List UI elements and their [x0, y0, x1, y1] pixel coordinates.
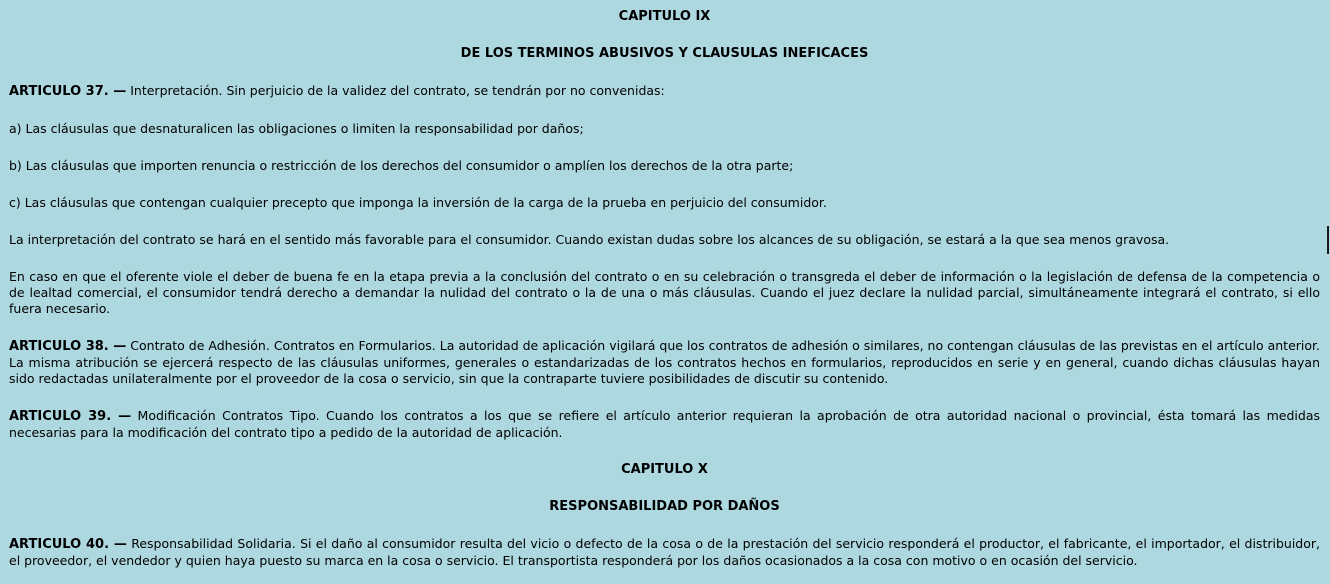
- article-37-good-faith: En caso en que el oferente viole el deber de buena fe en la etapa previa a la conclusión del contrato o en su celebración o transgreda el deber de información o la legislación de defensa de la competencia o de lealtad comercial, el consumidor tendrá derecho a demandar la nulidad del contrato o la de una o más cláusulas. Cuando el juez declare la nulidad parcial, simultáneamente integrará el contrato, si ello fuera necesario.: [9, 269, 1320, 316]
- article-39-label: ARTICULO 39. —: [9, 409, 132, 424]
- article-37-intro: [9, 83, 1320, 100]
- article-38: [9, 338, 1320, 387]
- article-39: [9, 408, 1320, 441]
- article-37-interpretation: La interpretación del contrato se hará en el sentido más favorable para el consumidor. Cuando existan dudas sobre los alcances de su obligación, se estará a la que sea menos gravosa.: [9, 232, 1170, 247]
- article-40-text: Responsabilidad Solidaria. Si el daño al consumidor resulta del vicio o defecto de la cosa o de la prestación del servicio responderá el productor, el fabricante, el importador, el distribuidor, el proveedor, el vendedor y quien haya puesto su marca en la cosa o servicio. El transportista responderá por los daños ocasionados a la cosa con motivo o en ocasión del servicio.: [9, 536, 1320, 568]
- chapter-9-subtitle: DE LOS TERMINOS ABUSIVOS Y CLAUSULAS INEFICACES: [460, 46, 869, 61]
- chapter-10-subtitle: RESPONSABILIDAD POR DAÑOS: [549, 499, 780, 514]
- article-37-item-a: a) Las cláusulas que desnaturalicen las obligaciones o limiten la responsabilidad por daños;: [9, 121, 584, 136]
- article-37-item-c: c) Las cláusulas que contengan cualquier precepto que imponga la inversión de la carga de la prueba en perjuicio del consumidor.: [9, 195, 827, 210]
- article-40: [9, 536, 1320, 569]
- chapter-10-title: CAPITULO X: [621, 462, 708, 477]
- chapter-9-title: CAPITULO IX: [618, 9, 711, 24]
- scrollbar-thumb[interactable]: [1327, 226, 1329, 254]
- article-37-item-b: b) Las cláusulas que importen renuncia o restricción de los derechos del consumidor o amplíen los derechos de la otra parte;: [9, 158, 794, 173]
- article-38-label: ARTICULO 38. —: [9, 339, 127, 354]
- document-body: [9, 0, 1320, 569]
- article-37-label: ARTICULO 37. —: [9, 84, 127, 99]
- article-38-text: Contrato de Adhesión. Contratos en Formularios. La autoridad de aplicación vigilará que los contratos de adhesión o similares, no contengan cláusulas de las previstas en el artículo anterior. La misma atribución se ejercerá respecto de las cláusulas uniformes, generales o estandarizadas de los contratos hechos en formularios, reproducidos en serie y en general, cuando dichas cláusulas hayan sido redactadas unilateralmente por el proveedor de la cosa o servicio, sin que la contraparte tuviere posibilidades de discutir su contenido.: [9, 338, 1320, 386]
- article-37-text: Interpretación. Sin perjuicio de la validez del contrato, se tendrán por no convenidas:: [126, 83, 665, 98]
- article-39-text: Modificación Contratos Tipo. Cuando los contratos a los que se refiere el artículo anterior requieran la aprobación de otra autoridad nacional o provincial, ésta tomará las medidas necesarias para la modificación del contrato tipo a pedido de la autoridad de aplicación.: [9, 408, 1320, 440]
- article-40-label: ARTICULO 40. —: [9, 537, 127, 552]
